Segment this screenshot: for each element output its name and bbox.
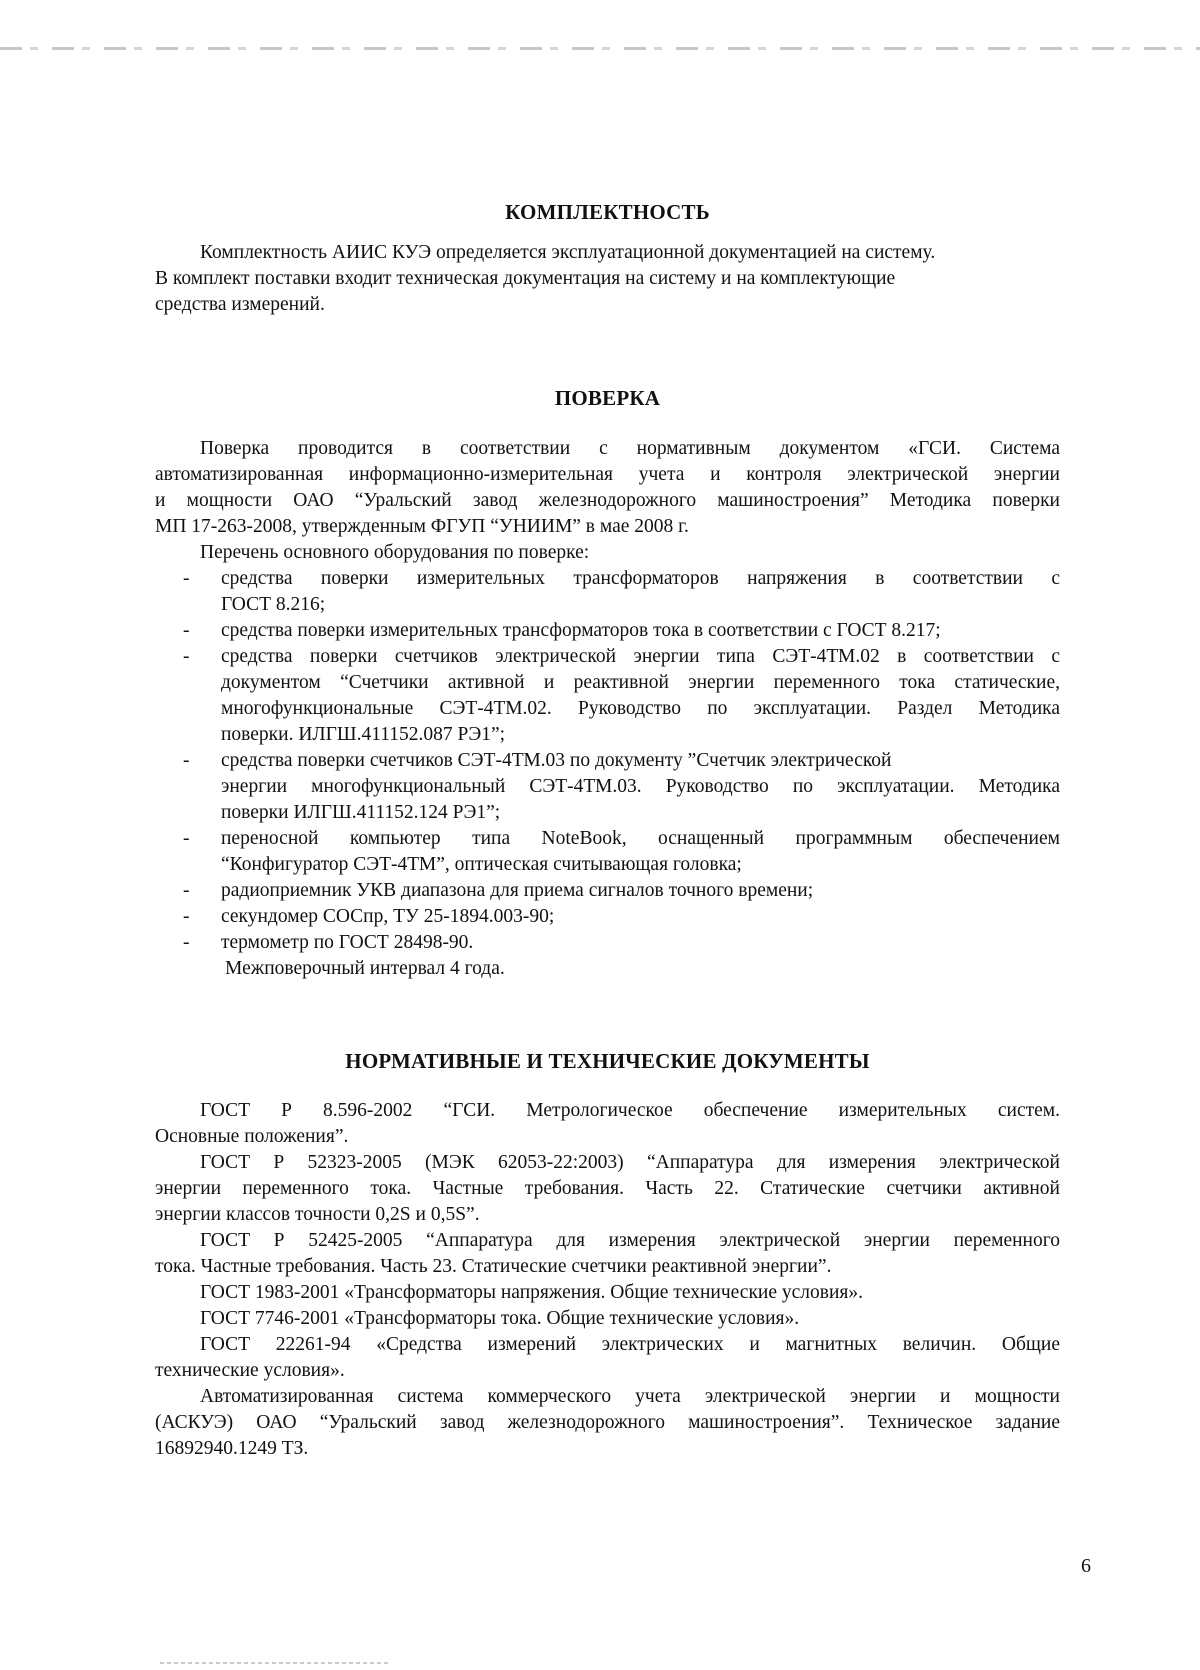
bullet-dash: -	[183, 906, 190, 927]
text-line: технические условия».	[155, 1360, 345, 1381]
bullet-dash: -	[183, 932, 190, 953]
text-line: Основные положения”.	[155, 1126, 349, 1147]
text-line: автоматизированная информационно-измерительная учета и контроля электрической энергии	[155, 464, 1060, 485]
bullet-dash: -	[183, 646, 190, 667]
text-line: переносной компьютер типа NoteBook, оснащенный программным обеспечением	[221, 828, 1060, 849]
text-line: Поверка проводится в соответствии с нормативным документом «ГСИ. Система	[200, 438, 1060, 459]
text-line: ГОСТ Р 52323-2005 (МЭК 62053-22:2003) “Аппаратура для измерения электрической	[200, 1152, 1060, 1173]
verification-intro	[155, 436, 1060, 566]
bullet-dash: -	[183, 750, 190, 771]
verification-interval	[155, 956, 1060, 982]
text-line: поверки. ИЛГШ.411152.087 РЭ1”;	[221, 724, 506, 745]
text-line: МП 17-263-2008, утвержденным ФГУП “УНИИМ” в мае 2008 г.	[155, 516, 689, 537]
text-line: радиоприемник УКВ диапазона для приема сигналов точного времени;	[221, 880, 814, 901]
bullet-dash: -	[183, 880, 190, 901]
text-line: секундомер СОСпр, ТУ 25-1894.003-90;	[221, 906, 555, 927]
text-line: 16892940.1249 ТЗ.	[155, 1438, 309, 1459]
text-line: энергии классов точности 0,2S и 0,5S”.	[155, 1204, 480, 1225]
completeness-paragraph	[155, 240, 1060, 318]
list-item	[155, 644, 1060, 748]
text-line: ГОСТ 8.216;	[221, 594, 326, 615]
normative-docs-list	[155, 1098, 1060, 1462]
bullet-dash: -	[183, 828, 190, 849]
text-line: энергии переменного тока. Частные требования. Часть 22. Статические счетчики активной	[155, 1178, 1060, 1199]
list-item	[155, 618, 1060, 644]
list-item	[155, 826, 1060, 878]
text-line: ГОСТ 1983-2001 «Трансформаторы напряжения. Общие технические условия».	[200, 1282, 863, 1303]
text-line: ГОСТ Р 8.596-2002 “ГСИ. Метрологическое обеспечение измерительных систем.	[200, 1100, 1060, 1121]
list-item	[155, 930, 1060, 956]
text-line: поверки ИЛГШ.411152.124 РЭ1”;	[221, 802, 501, 823]
section-title-normative-docs: НОРМАТИВНЫЕ И ТЕХНИЧЕСКИЕ ДОКУМЕНТЫ	[345, 1049, 870, 1073]
text-line: средства измерений.	[155, 294, 325, 315]
equipment-list	[155, 566, 1060, 982]
text-line: ГОСТ 22261-94 «Средства измерений электрических и магнитных величин. Общие	[200, 1334, 1060, 1355]
list-item	[155, 748, 1060, 826]
list-item	[155, 566, 1060, 618]
text-line: “Конфигуратор СЭТ-4ТМ”, оптическая считывающая головка;	[221, 854, 742, 875]
text-line: В комплект поставки входит техническая документация на систему и на комплектующие	[155, 268, 896, 289]
section-title-verification: ПОВЕРКА	[554, 386, 661, 410]
text-line: энергии многофункциональный СЭТ-4ТМ.03. Руководство по эксплуатации. Методика	[221, 776, 1060, 797]
text-line: (АСКУЭ) ОАО “Уральский завод железнодорожного машиностроения”. Техническое задание	[155, 1412, 1060, 1433]
text-line: средства поверки измерительных трансформаторов тока в соответствии с ГОСТ 8.217;	[221, 620, 941, 641]
text-line: средства поверки счетчиков электрической энергии типа СЭТ-4ТМ.02 в соответствии с	[221, 646, 1060, 667]
text-line: Комплектность АИИС КУЭ определяется эксплуатационной документацией на систему.	[200, 242, 936, 263]
text-line: тока. Частные требования. Часть 23. Статические счетчики реактивной энергии”.	[155, 1256, 832, 1277]
text-line: средства поверки измерительных трансформаторов напряжения в соответствии с	[221, 568, 1060, 589]
bullet-dash: -	[183, 620, 190, 641]
text-line: многофункциональные СЭТ-4ТМ.02. Руководство по эксплуатации. Раздел Методика	[221, 698, 1060, 719]
list-item	[155, 904, 1060, 930]
bullet-dash: -	[183, 568, 190, 589]
equipment-heading: Перечень основного оборудования по поверке:	[200, 542, 590, 563]
scan-artifact-top	[0, 47, 1200, 50]
section-title-completeness: КОМПЛЕКТНОСТЬ	[505, 200, 710, 224]
text-line: Межповерочный интервал 4 года.	[225, 958, 505, 979]
text-line: ГОСТ 7746-2001 «Трансформаторы тока. Общие технические условия».	[200, 1308, 800, 1329]
text-line: документом “Счетчики активной и реактивной энергии переменного тока статические,	[221, 672, 1060, 693]
text-line: средства поверки счетчиков СЭТ-4ТМ.03 по документу ”Счетчик электрической	[221, 750, 892, 771]
text-line: ГОСТ Р 52425-2005 “Аппаратура для измерения электрической энергии переменного	[200, 1230, 1060, 1251]
text-line: Автоматизированная система коммерческого учета электрической энергии и мощности	[200, 1386, 1060, 1407]
text-line: термометр по ГОСТ 28498-90.	[221, 932, 474, 953]
scan-artifact-bottom	[160, 1662, 390, 1664]
text-line: и мощности ОАО “Уральский завод железнодорожного машиностроения” Методика поверки	[155, 490, 1060, 511]
page-number: 6	[1081, 1555, 1091, 1577]
list-item	[155, 878, 1060, 904]
